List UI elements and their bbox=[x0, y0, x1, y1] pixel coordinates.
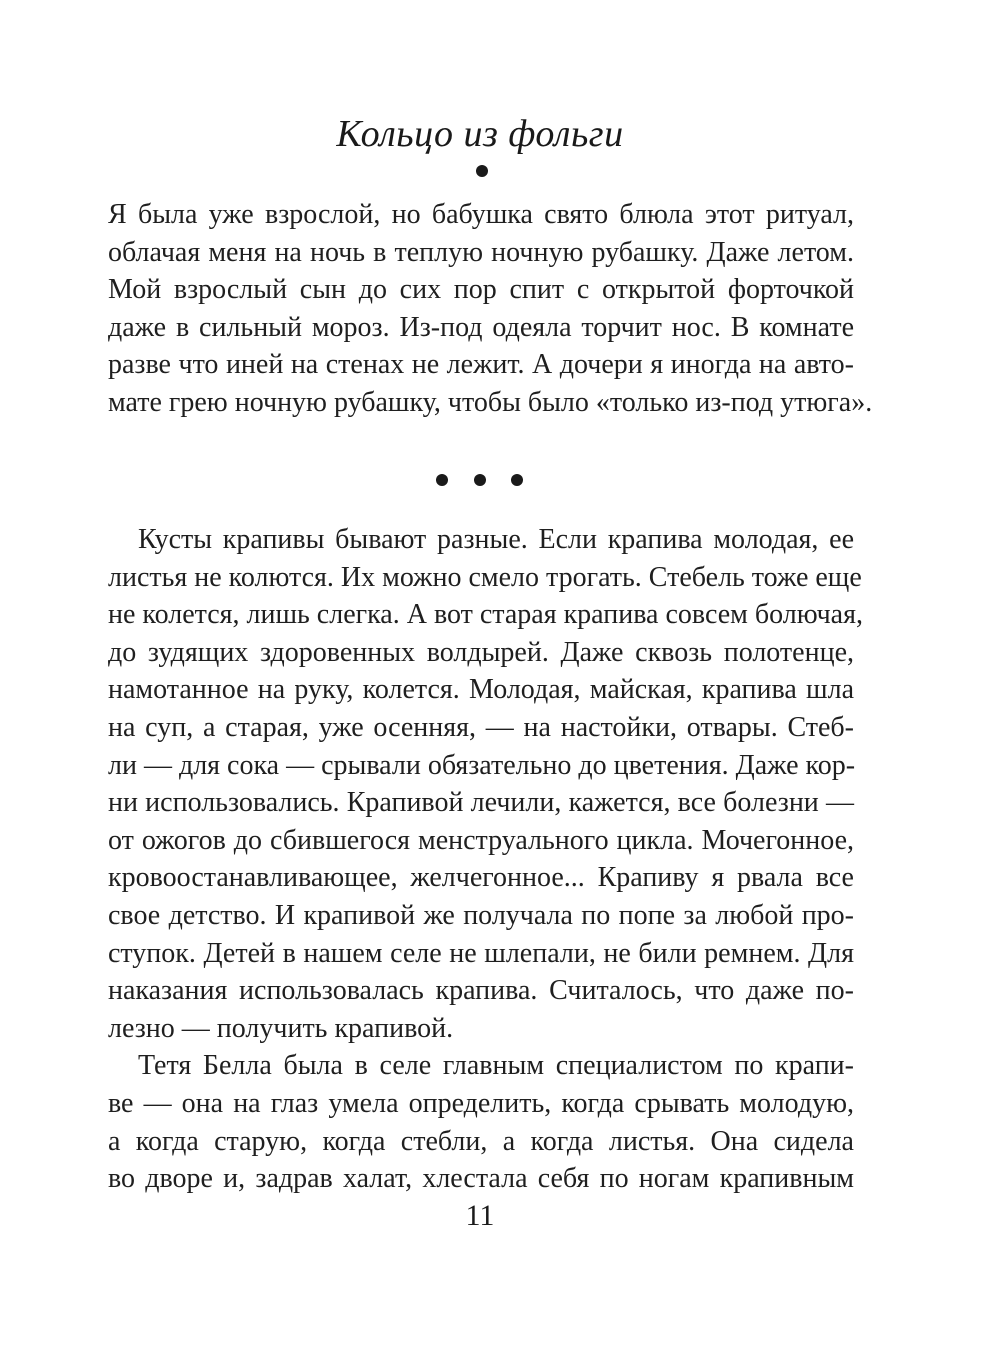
text-line: ве — она на глаз умела определить, когда срывать молодую, bbox=[108, 1087, 854, 1119]
section-separator-dot bbox=[474, 474, 486, 486]
paragraph-1 bbox=[108, 196, 873, 422]
text-line: разве что иней на стенах не лежит. А дочери я иногда на авто- bbox=[108, 349, 854, 381]
text-line: лезно — получить крапивой. bbox=[108, 1012, 454, 1044]
text-line: наказания использовалась крапива. Считалось, что даже по- bbox=[108, 975, 854, 1007]
text-line: ни использовались. Крапивой лечили, кажется, все болезни — bbox=[108, 787, 854, 819]
text-line: облачая меня на ночь в теплую ночную рубашку. Даже летом. bbox=[108, 236, 854, 268]
text-line: а когда старую, когда стебли, а когда листья. Она сидела bbox=[108, 1125, 854, 1157]
text-line: ступок. Детей в нашем селе не шлепали, не били ремнем. Для bbox=[108, 937, 854, 969]
section-separator-dot bbox=[511, 474, 523, 486]
text-line: до зудящих здоровенных волдырей. Даже сквозь полотенце, bbox=[108, 636, 854, 668]
text-line: на суп, а старая, уже осенняя, — на настойки, отвары. Стеб- bbox=[108, 711, 854, 743]
text-line: свое детство. И крапивой же получала по попе за любой про- bbox=[108, 899, 854, 931]
text-line: листья не колются. Их можно смело трогать. Стебель тоже еще bbox=[108, 561, 862, 593]
section-separator-dot bbox=[436, 474, 448, 486]
text-line: не колется, лишь слегка. А вот старая крапива совсем болючая, bbox=[108, 599, 863, 631]
text-line: Кусты крапивы бывают разные. Если крапива молодая, ее bbox=[138, 524, 854, 555]
text-line: даже в сильный мороз. Из-под одеяла торчит нос. В комнате bbox=[108, 311, 854, 343]
chapter-title: Кольцо из фольги bbox=[336, 113, 624, 155]
text-line: Я была уже взрослой, но бабушка свято блюла этот ритуал, bbox=[108, 199, 854, 230]
text-line: мате грею ночную рубашку, чтобы было «только из-под утюга». bbox=[108, 386, 873, 418]
text-line: кровоостанавливающее, желчегонное... Крапиву я рвала все bbox=[108, 862, 854, 894]
section-2-text bbox=[108, 521, 863, 1198]
text-line: Тетя Белла была в селе главным специалистом по крапи- bbox=[138, 1050, 854, 1082]
text-line: ли — для сока — срывали обязательно до цветения. Даже кор- bbox=[108, 749, 856, 781]
title-bullet-ornament bbox=[476, 165, 488, 177]
text-line: от ожогов до сбившегося менструального цикла. Мочегонное, bbox=[108, 824, 854, 856]
text-line: во дворе и, задрав халат, хлестала себя по ногам крапивным bbox=[108, 1163, 854, 1195]
page-number: 11 bbox=[465, 1199, 495, 1232]
text-line: Мой взрослый сын до сих пор спит с открытой форточкой bbox=[108, 274, 854, 306]
text-line: намотанное на руку, колется. Молодая, майская, крапива шла bbox=[108, 674, 854, 706]
